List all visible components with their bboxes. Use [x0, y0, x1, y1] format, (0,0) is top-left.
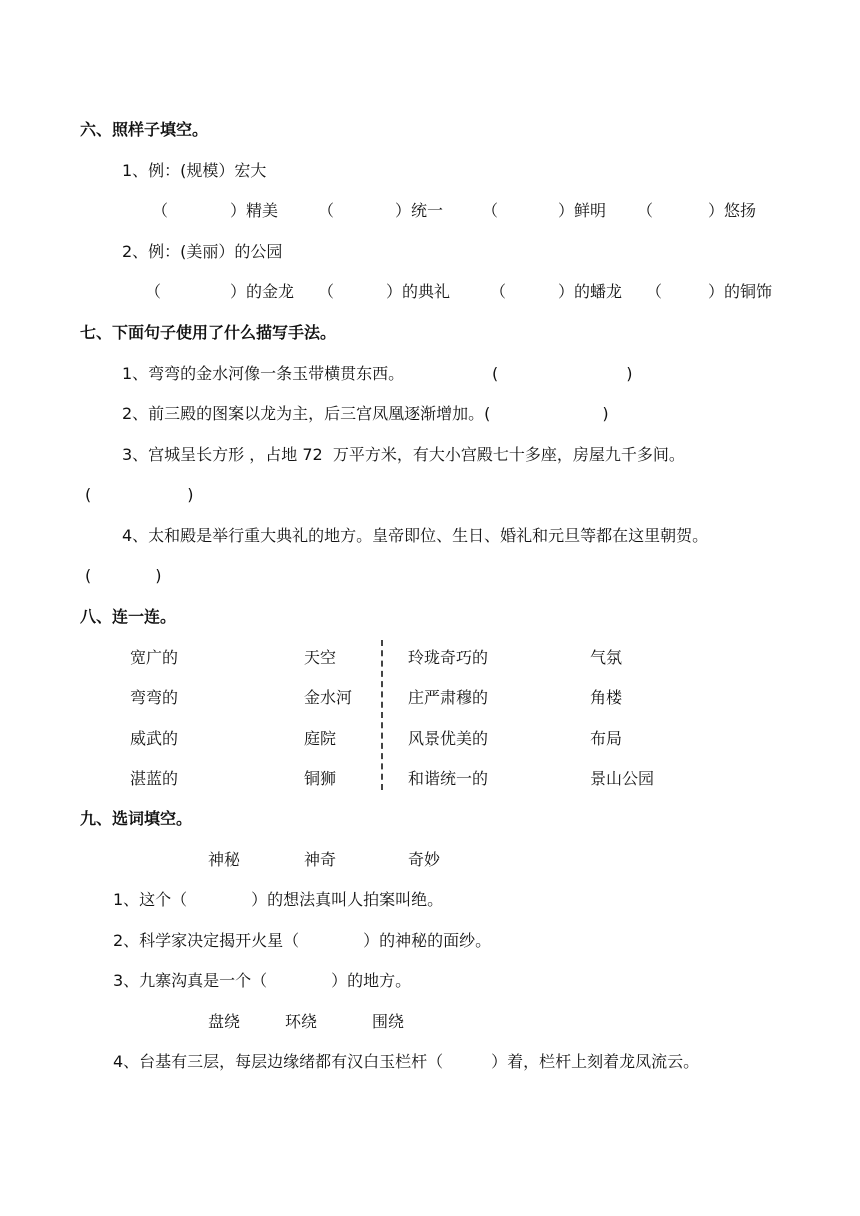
word-choice: 神奇: [304, 850, 337, 869]
blank-open: （: [152, 201, 169, 220]
blank-open: （: [318, 201, 335, 220]
blank-word: ）的典礼: [386, 282, 451, 301]
match-right-adj: 风景优美的: [408, 729, 489, 748]
blank-open: （: [646, 282, 663, 301]
blank-word: ）统一: [395, 201, 444, 220]
match-left-adj: 宽广的: [130, 648, 179, 667]
section-6-example-1: 1、例：(规模）宏大: [122, 161, 267, 180]
match-right-noun: 布局: [590, 729, 623, 748]
fill-question-1: 1、这个（ ）的想法真叫人拍案叫绝。: [113, 890, 444, 909]
word-choice: 环绕: [285, 1012, 318, 1031]
blank-open: （: [318, 282, 335, 301]
blank-word: ）悠扬: [708, 201, 757, 220]
match-left-noun: 铜狮: [304, 769, 337, 788]
word-choice: 奇妙: [408, 850, 441, 869]
match-right-adj: 庄严肃穆的: [408, 688, 489, 707]
fill-question-4: 4、台基有三层，每层边缘绪都有汉白玉栏杆（ ）着，栏杆上刻着龙凤流云。: [113, 1052, 700, 1071]
match-left-noun: 天空: [304, 648, 337, 667]
match-right-adj: 和谐统一的: [408, 769, 489, 788]
fill-question-2: 2、科学家决定揭开火星（ ）的神秘的面纱。: [113, 931, 492, 950]
sentence-4-blank: ( ): [85, 566, 162, 585]
section-8-title: 八、连一连。: [80, 607, 177, 626]
blank-open: （: [490, 282, 507, 301]
match-left-adj: 湛蓝的: [130, 769, 179, 788]
word-choice: 盘绕: [208, 1012, 241, 1031]
match-right-adj: 玲珑奇巧的: [408, 648, 489, 667]
match-left-noun: 金水河: [304, 688, 353, 707]
blank-word: ）精美: [230, 201, 279, 220]
section-9-title: 九、选词填空。: [80, 809, 193, 828]
blank-word: ）的蟠龙: [558, 282, 623, 301]
blank-word: ）鲜明: [558, 201, 607, 220]
blank-open: （: [637, 201, 654, 220]
sentence-1-blank: ( ): [492, 364, 633, 383]
word-choice: 神秘: [208, 850, 241, 869]
word-choice: 围绕: [372, 1012, 405, 1031]
blank-word: ）的金龙: [230, 282, 295, 301]
sentence-2: 2、前三殿的图案以龙为主，后三宫凤凰逐渐增加。( ): [122, 404, 609, 423]
sentence-4: 4、太和殿是举行重大典礼的地方。皇帝即位、生日、婚礼和元旦等都在这里朝贺。: [122, 526, 709, 545]
blank-open: （: [482, 201, 499, 220]
blank-open: （: [145, 282, 162, 301]
match-left-adj: 威武的: [130, 729, 179, 748]
sentence-3: 3、宫城呈长方形 ，占地 72 万平方米，有大小宫殿七十多座，房屋九千多间。: [122, 445, 685, 464]
dashed-divider: [381, 640, 383, 790]
section-6-example-2: 2、例：(美丽）的公园: [122, 242, 283, 261]
section-6-title: 六、照样子填空。: [80, 120, 209, 139]
match-right-noun: 气氛: [590, 648, 623, 667]
section-7-title: 七、下面句子使用了什么描写手法。: [80, 323, 337, 342]
match-left-noun: 庭院: [304, 729, 337, 748]
sentence-1: 1、弯弯的金水河像一条玉带横贯东西。: [122, 364, 405, 383]
blank-word: ）的铜饰: [708, 282, 773, 301]
fill-question-3: 3、九寨沟真是一个（ ）的地方。: [113, 971, 412, 990]
match-left-adj: 弯弯的: [130, 688, 179, 707]
match-right-noun: 景山公园: [590, 769, 655, 788]
match-right-noun: 角楼: [590, 688, 623, 707]
sentence-3-blank: ( ): [85, 485, 194, 504]
